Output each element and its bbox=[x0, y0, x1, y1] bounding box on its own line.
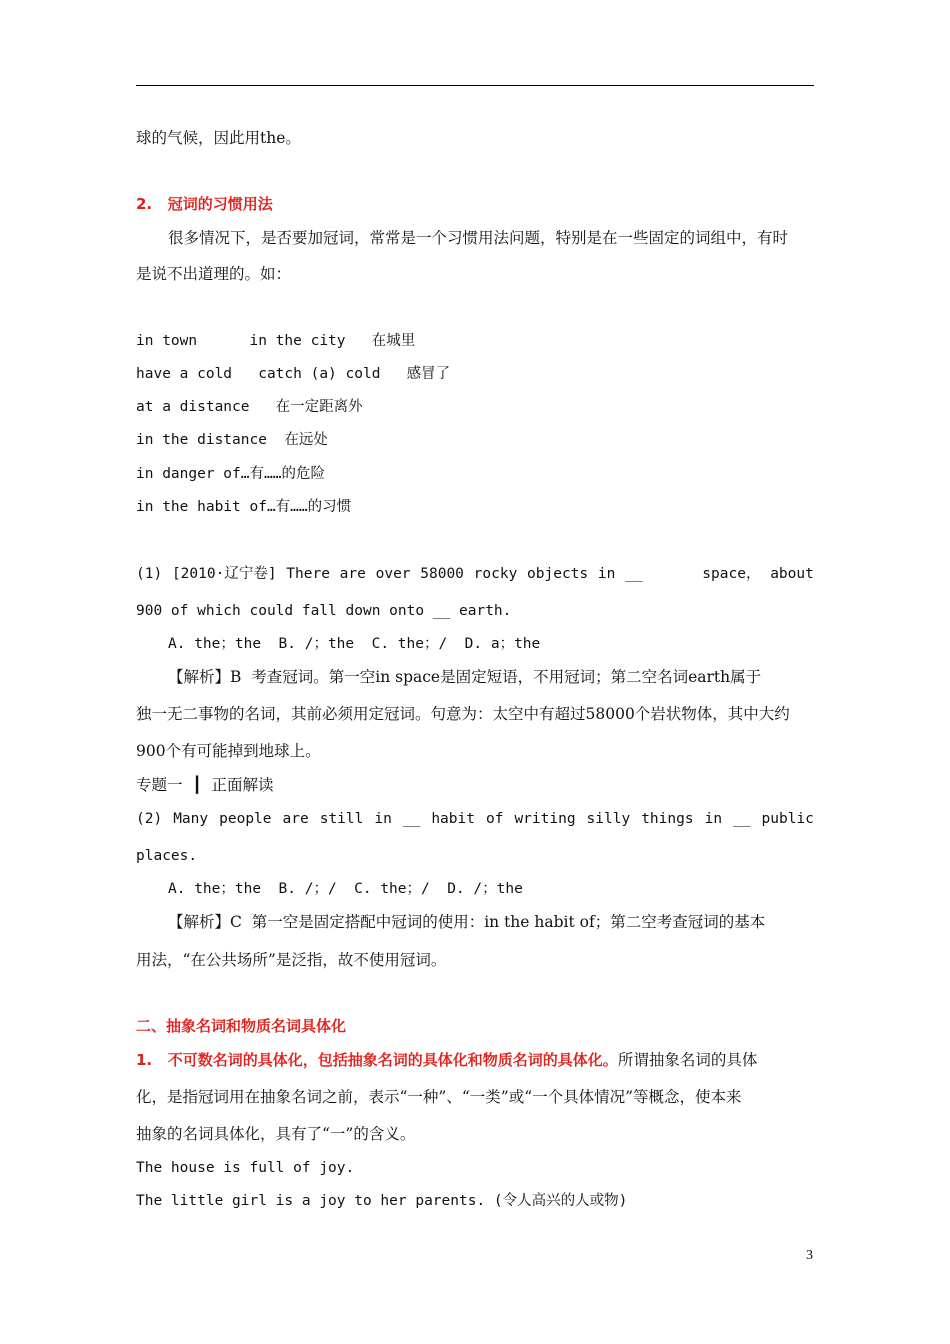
intro-line-1: 很多情况下，是否要加冠词，常常是一个习惯用法问题，特别是在一些固定的词组中，有时 bbox=[168, 229, 789, 247]
section-heading-2: 2. 冠词的习惯用法 bbox=[136, 195, 273, 213]
subsection-1-line-3: 抽象的名词具体化，具有了“一”的含义。 bbox=[136, 1125, 416, 1143]
phrase-1: in town in the city 在城里 bbox=[136, 333, 416, 349]
phrase-3: at a distance 在一定距离外 bbox=[136, 399, 363, 415]
question-1-analysis-3: 900个有可能掉到地球上。 bbox=[136, 742, 321, 760]
header-rule bbox=[136, 85, 814, 86]
question-2-analysis-2: 用法，“在公共场所”是泛指，故不使用冠词。 bbox=[136, 951, 447, 969]
phrase-4: in the distance 在远处 bbox=[136, 432, 328, 448]
question-1-line-2: 900 of which could fall down onto __ earth. bbox=[136, 603, 512, 619]
phrase-5: in danger of…有……的危险 bbox=[136, 466, 325, 482]
question-2-line-1: (2) Many people are still in __ habit of writing silly things in __ public bbox=[136, 811, 814, 827]
section-heading-two: 二、抽象名词和物质名词具体化 bbox=[136, 1017, 347, 1035]
phrase-6: in the habit of…有……的习惯 bbox=[136, 499, 352, 515]
subsection-1-line-2: 化，是指冠词用在抽象名词之前，表示“一种”、“一类”或“一个具体情况”等概念，使本来 bbox=[136, 1088, 742, 1106]
question-1-analysis-1: 【解析】B 考查冠词。第一空in space是固定短语，不用冠词；第二空名词earth属于 bbox=[168, 668, 762, 686]
subsection-1-bold: 1. 不可数名词的具体化，包括抽象名词的具体化和物质名词的具体化。 bbox=[136, 1051, 618, 1069]
subsection-1-rest: 所谓抽象名词的具体 bbox=[617, 1051, 758, 1069]
intro-line-2: 是说不出道理的。如： bbox=[136, 265, 292, 283]
question-1-options: A. the；the B. /；the C. the；/ D. a；the bbox=[168, 636, 541, 652]
subsection-1-line-1 bbox=[136, 1050, 757, 1070]
phrase-2: have a cold catch (a) cold 感冒了 bbox=[136, 366, 451, 382]
question-2-line-2: places. bbox=[136, 848, 198, 864]
question-2-analysis-1: 【解析】C 第一空是固定搭配中冠词的使用：in the habit of；第二空考查冠词的基本 bbox=[168, 913, 766, 931]
question-1-line-1: (1) [2010·辽宁卷] There are over 58000 rocky objects in __ space， about bbox=[136, 566, 814, 582]
example-1: The house is full of joy. bbox=[136, 1160, 355, 1176]
question-1-analysis-2: 独一无二事物的名词，其前必须用定冠词。句意为：太空中有超过58000个岩状物体，其中大约 bbox=[136, 705, 790, 723]
example-2: The little girl is a joy to her parents. (令人高兴的人或物) bbox=[136, 1193, 628, 1209]
topic-label: 专题一 ┃ 正面解读 bbox=[136, 776, 274, 794]
continuation-text: 球的气候，因此用the。 bbox=[136, 129, 301, 147]
question-2-options: A. the；the B. /；/ C. the；/ D. /；the bbox=[168, 881, 523, 897]
page-number: 3 bbox=[806, 1248, 813, 1263]
